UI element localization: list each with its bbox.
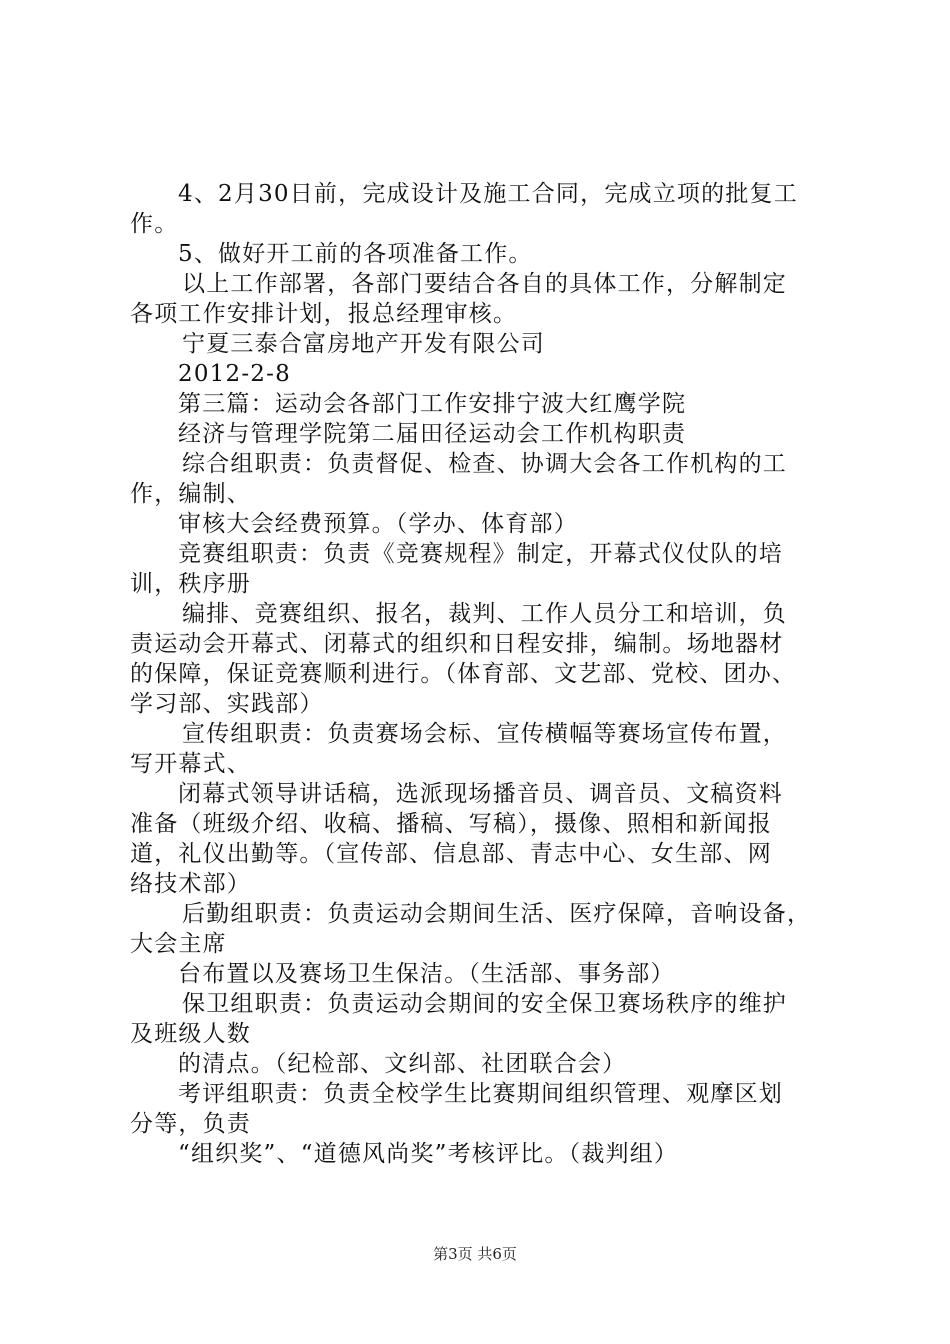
text-line: 保卫组职责：负责运动会期间的安全保卫赛场秩序的维护 xyxy=(182,991,787,1017)
text-line: 各项工作安排计划，报总经理审核。 xyxy=(130,301,518,327)
text-line: 4、2月30日前，完成设计及施工合同，完成立项的批复工 xyxy=(178,181,798,207)
text-line: 以上工作部署，各部门要结合各自的具体工作，分解制定 xyxy=(182,271,787,297)
text-line: 2012-2-8 xyxy=(178,361,291,387)
text-line: 的清点。（纪检部、文纠部、社团联合会） xyxy=(178,1051,627,1077)
text-line: 的保障，保证竞赛顺利进行。（体育部、文艺部、党校、团办、 xyxy=(130,661,797,687)
text-line: 准备（班级介绍、收稿、播稿、写稿），摄像、照相和新闻报 xyxy=(130,811,772,837)
text-line: 考评组职责：负责全校学生比赛期间组织管理、观摩区划 xyxy=(178,1081,783,1107)
text-line: 闭幕式领导讲话稿，选派现场播音员、调音员、文稿资料 xyxy=(178,781,783,807)
text-line: 责运动会开幕式、闭幕式的组织和日程安排，编制。场地器材 xyxy=(130,631,784,657)
text-line: 经济与管理学院第二届田径运动会工作机构职责 xyxy=(178,421,687,447)
text-line: 及班级人数 xyxy=(130,1021,251,1047)
text-line: 分等，负责 xyxy=(130,1111,251,1137)
text-line: 编排、竞赛组织、报名，裁判、工作人员分工和培训，负 xyxy=(182,601,787,627)
text-line: 竞赛组职责：负责《竞赛规程》制定，开幕式仪仗队的培 xyxy=(178,541,783,567)
document-body xyxy=(130,179,830,1169)
text-line: “组织奖”、“道德风尚奖”考核评比。（裁判组） xyxy=(178,1141,679,1167)
text-line: 第三篇：运动会各部门工作安排宁波大红鹰学院 xyxy=(178,391,687,417)
text-line: 道，礼仪出勤等。（宣传部、信息部、青志中心、女生部、网 xyxy=(130,841,772,867)
text-line: 作，编制、 xyxy=(130,481,251,507)
text-line: 后勤组职责：负责运动会期间生活、医疗保障，音响设备， xyxy=(182,901,812,927)
text-line: 学习部、实践部） xyxy=(130,691,324,717)
text-line: 络技术部） xyxy=(130,871,251,897)
text-line: 作。 xyxy=(130,211,179,237)
text-line: 审核大会经费预算。（学办、体育部） xyxy=(178,511,578,537)
text-line: 宁夏三泰合富房地产开发有限公司 xyxy=(182,331,545,357)
text-line: 5、做好开工前的各项准备工作。 xyxy=(178,241,533,267)
text-line: 宣传组职责：负责赛场会标、宣传横幅等赛场宣传布置， xyxy=(182,721,787,747)
text-line: 综合组职责：负责督促、检查、协调大会各工作机构的工 xyxy=(182,451,787,477)
text-line: 大会主席 xyxy=(130,931,227,957)
text-line: 写开幕式、 xyxy=(130,751,251,777)
text-line: 台布置以及赛场卫生保洁。（生活部、事务部） xyxy=(178,961,675,987)
page-footer: 第3页 共6页 xyxy=(433,1245,517,1263)
text-line: 训，秩序册 xyxy=(130,571,251,597)
